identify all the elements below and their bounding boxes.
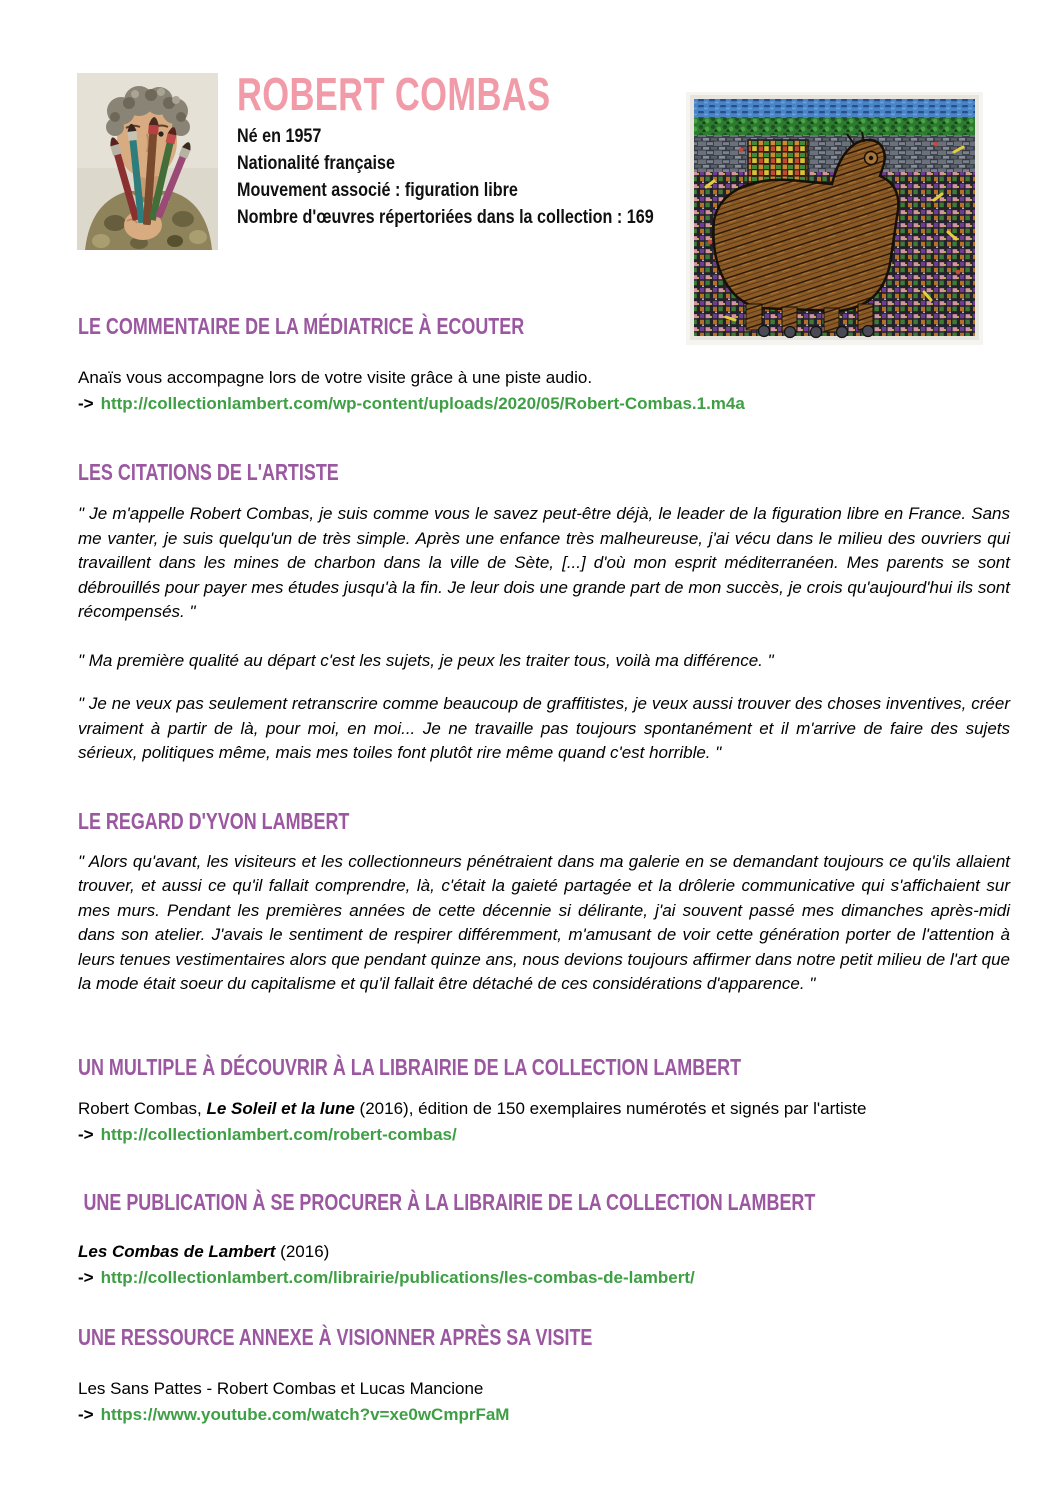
bio-works-count: Nombre d'œuvres répertoriées dans la collection : 169 xyxy=(237,207,654,228)
publication-work-title: Les Combas de Lambert xyxy=(78,1241,276,1261)
content-column xyxy=(78,0,1010,1428)
resource-description: Les Sans Pattes - Robert Combas et Lucas Mancione xyxy=(78,1378,484,1398)
bio-born: Né en 1957 xyxy=(237,126,322,147)
section-heading-resource: UNE RESSOURCE ANNEXE À VISIONNER APRÈS SA VISITE xyxy=(78,1323,593,1350)
yvon-lambert-quote: " Alors qu'avant, les visiteurs et les collectionneurs pénétraient dans ma galerie en se demandant toujours ce qu'ils allaient trouver, et aussi ce qu'il fallait comprendre, là, c'était la gaieté partagée et la drôlerie communicative qui s'affichaient sur mes murs. Pendant les premières années de cette décennie si délirante, j'ai souvent passé mes dimanches après-midi dans son atelier. J'avais le sentiment de respirer différemment, m'amusant de voir cette génération porter de l'attention à leurs tenues vestimentaires alors que pendant quinze ans, nous devions toujours affirmer dans notre petit milieu de l'art que la mode était soeur du capitalisme et qu'il fallait être détaché de ces considérations d'apparence. " xyxy=(78,851,1010,993)
resource-link-line xyxy=(78,1402,1010,1428)
section-heading-regard: LE REGARD D'YVON LAMBERT xyxy=(78,807,350,834)
audio-description: Anaïs vous accompagne lors de votre visite grâce à une piste audio. xyxy=(78,368,593,387)
resource-link[interactable]: https://www.youtube.com/watch?v=xe0wCmprFaM xyxy=(100,1404,510,1424)
audio-link-line xyxy=(78,391,1010,417)
audio-link[interactable]: http://collectionlambert.com/wp-content/uploads/2020/05/Robert-Combas.1.m4a xyxy=(100,394,745,413)
arrow-audio: -> xyxy=(78,394,94,413)
section-heading-audio: LE COMMENTAIRE DE LA MÉDIATRICE À ECOUTER xyxy=(78,313,525,339)
multiple-work-title: Le Soleil et la lune xyxy=(206,1098,355,1118)
section-heading-publication: UNE PUBLICATION À SE PROCURER À LA LIBRAIRIE DE LA COLLECTION LAMBERT xyxy=(83,1188,816,1215)
arrow-publication: -> xyxy=(78,1267,94,1287)
publication-text-after: (2016) xyxy=(275,1241,330,1261)
publication-link[interactable]: http://collectionlambert.com/librairie/publications/les-combas-de-lambert/ xyxy=(100,1267,695,1287)
bio-movement: Mouvement associé : figuration libre xyxy=(237,180,518,201)
artist-quote-3: " Je ne veux pas seulement retranscrire comme beaucoup de graffitistes, je veux aussi trouver des choses inventives, créer vraiment à partir de là, pour moi, en moi... Je ne travaille pas toujours spontanément et il m'arrive de faire des sujets sérieux, politiques même, mais mes toiles font plutôt rire même quand c'est horrible. " xyxy=(78,694,1010,762)
arrow-multiple: -> xyxy=(78,1124,94,1144)
section-heading-quotes: LES CITATIONS DE L'ARTISTE xyxy=(78,459,339,485)
section-heading-multiple: UN MULTIPLE À DÉCOUVRIR À LA LIBRAIRIE DE LA COLLECTION LAMBERT xyxy=(78,1053,742,1080)
multiple-description xyxy=(78,1096,1010,1122)
bio-nationality: Nationalité française xyxy=(237,153,395,174)
artist-quote-2: " Ma première qualité au départ c'est les sujets, je peux les traiter tous, voilà ma différence. " xyxy=(78,650,774,670)
multiple-link[interactable]: http://collectionlambert.com/robert-combas/ xyxy=(100,1124,457,1144)
page-title: ROBERT COMBAS xyxy=(237,68,551,120)
multiple-text-before: Robert Combas, xyxy=(78,1098,207,1118)
multiple-text-after: (2016), édition de 150 exemplaires numérotés et signés par l'artiste xyxy=(354,1098,867,1118)
publication-description xyxy=(78,1239,1010,1265)
arrow-resource: -> xyxy=(78,1404,94,1424)
publication-link-line xyxy=(78,1265,1010,1291)
artist-quote-1: " Je m'appelle Robert Combas, je suis comme vous le savez peut-être déjà, le leader de la figuration libre en France. Sans me vanter, je suis quelqu'un de très simple. Après une enfance très malheureuse, j'ai vécu dans le milieu des ouvriers qui travaillent dans les mines de charbon dans la ville de Sète, [...] d'où mon esprit méditerranéen. Mes parents se sont débrouillés pour payer mes études jusqu'à la fin. Je leur dois une grande part de mon succès, je crois qu'aujourd'hui ils sont récompensés. " xyxy=(78,504,1010,621)
multiple-link-line xyxy=(78,1122,1010,1148)
